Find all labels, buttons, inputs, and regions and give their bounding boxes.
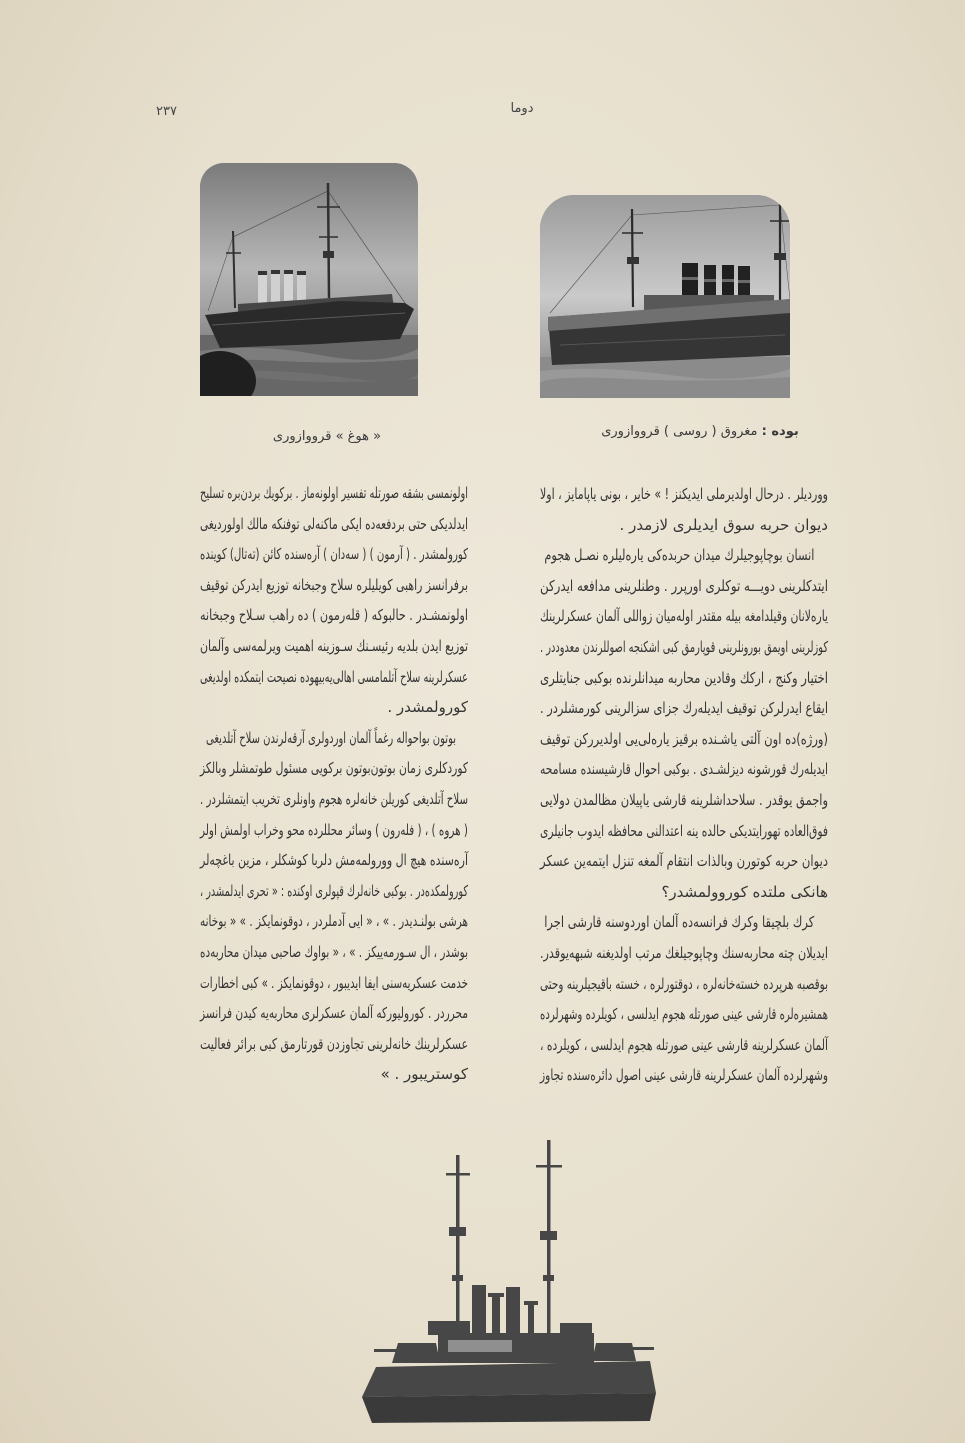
text-line: سلاح آتلدیغی کوریلن خانه‌لره هجوم واونلری تخریب ایتمشلردر . — [199, 789, 468, 808]
page-number: ٢٣٧ — [156, 104, 177, 119]
text-line: کوردکلری زمان بوتون‌بوتون برکویی مسئول طوتمشلر وبالکز — [200, 759, 468, 778]
text-line: ایدیله‌رك قورشونه دیزلشـدی . بوکبی احوال قارشیسنده مسامحه — [540, 760, 828, 779]
text-line: کوستریبور . » — [380, 1065, 468, 1084]
text-line: ایدیلان چته محاربه‌سنك وچاپوجیلغك مرتب اولدیغنه شبهه‌یوقدر. — [540, 943, 828, 962]
battleship-silhouette-illustration — [360, 1135, 660, 1425]
photo-hogue-cruiser-image — [200, 163, 418, 396]
text-line: بوشدر ، ال سـورمه‌ییکز . » ، « بواوك صاحبی میدان محاربه‌ده — [200, 942, 469, 961]
text-column-left — [200, 478, 468, 1090]
text-line: کورولمکده‌در . بوکبی خانه‌لرك قپولری اوکنده : « تحری ایدلمشدر ، — [200, 881, 469, 900]
photo-hogue-cruiser — [200, 163, 418, 396]
text-line: برفرانسز راهبی کویلیلره سلاح وجبخانه توزیع ایدرکن توقیف — [199, 575, 468, 594]
text-line: کوزلرینی اویمق بورونلرینی قوپارمق کبی اشکنجه اصوللرندن معدوددر . — [539, 637, 828, 656]
text-line: واجمق یوقدر . سلاحداشلرینه قارشی یاپیلان مظالمدن دولایی — [539, 790, 828, 809]
text-line: آره‌سنده هیچ ال وورولمه‌مش دلربا کوشکلر ، مزین باغچه‌لر — [200, 851, 468, 870]
figure-caption-right-text: مغروق ( روسی ) قرووازوری — [601, 424, 758, 439]
text-line: انسان بوچاپوجیلرك میدان حربده‌کی یاره‌لیلره نصـل هجوم — [544, 546, 815, 565]
text-line: کرك بلچیقا وکرك فرانسه‌ده آلمان اوردوسنه قارشی اجرا — [544, 913, 815, 932]
text-line: ووردیلر . درحال اولدیرملی ایدیکنز ! » خایر ، بونی یاپامایز ، اولا — [540, 485, 828, 503]
text-line: یاره‌لانان وقیلدامغه بیله مقتدر اوله‌میان زواللی آلمان عسکرلرینك — [540, 607, 828, 626]
text-line: وشهرلرده آلمان عسکرلرینه قارشی عینی اصول دائره‌سنده تجاوز — [540, 1066, 828, 1085]
text-line: محرردر . کورولیورکه آلمان عسکرلری محاربه‌یه کیدن فرانسز — [200, 1004, 468, 1023]
photo-sunk-russian-cruiser-image — [540, 195, 790, 398]
text-line: همشیره‌لره قارشی عینی صورتله هجوم ایدلسی ، کویلرده وشهرلرده — [540, 1005, 828, 1024]
text-line: آلمان عسکرلرینه قارشی عینی صورتله هجوم ایدلسی ، کویلرده ، — [540, 1035, 828, 1054]
text-line: اختیار وکنج ، ارکك وقادین محاربه میدانلرنده بوکبی جنایتلری — [540, 668, 828, 687]
text-line: اولونمسی بشقه صورتله تفسیر اولونه‌ماز . برکویك بردن‌بره تسلیح — [199, 484, 468, 502]
text-line: ( هروه ) ، ( فله‌رون ) وسائر محللرده محو وخراب اولمش اولر — [200, 820, 468, 839]
text-line: توزیع ایدن بلدیه رئیسـنك سـوزینه اهمیت ویرلمه‌سی وآلمان — [199, 636, 468, 655]
text-line: ایقاع ایدرلرکن توقیف ایدیله‌رك جزای سزالرینی کورمشلردر . — [539, 699, 828, 718]
text-line: عسکرلرینه سلاح آتلمامسی اهالی‌یه‌بیهوده نصیحت ایتمکده اولدیغی — [200, 667, 468, 686]
figure-caption-right-label: بوده : — [761, 424, 799, 439]
text-line: ایتدکلرینی دویـــه توکلری اورپرر . وطنلرینی مدافعه ایدرکن — [540, 576, 828, 595]
text-line: هرشی بولنـدیدر . » ، « ایی آدملردر ، دوقونمایکز . » « بوخانه — [199, 912, 468, 931]
text-line: فوق‌العاده تهورایتدیکی حالده ینه اعتدالنی محافظه ایدوب جانیلری — [539, 821, 828, 840]
figure-caption-right — [590, 423, 810, 441]
text-line: خدمت عسکریه‌سنی ایفا ایدیبور ، دوقونمایکز . » کبی اخطارات — [200, 973, 469, 992]
text-line: اولونمشـدر . حالبوکه ( قله‌رمون ) ده راهب سـلاح وجبخانه — [199, 606, 468, 625]
text-line: کورولمشدر . — [387, 698, 468, 717]
text-line: بوتون بواحواله رغماً آلمان اوردولری آرقه‌لرندن سلاح آتلدیغی — [206, 728, 457, 747]
figure-caption-left: « هوغ » قرووازوری — [272, 429, 382, 444]
text-line: دیوان حربه سوق ایدیلری لازمدر . — [619, 515, 828, 534]
text-line: ایدلدیکی حتی بردفعه‌ده ایکی ماکنه‌لی توفنکه مالك اولوردیغی — [200, 514, 468, 533]
running-title: دوما — [510, 101, 534, 116]
photo-sunk-russian-cruiser — [540, 195, 790, 398]
text-line: بوقصبه هرپرده خسته‌خانه‌لره ، دوقتورلره ، خسته باقیجیلرینه وحتی — [539, 974, 828, 993]
text-line: کورولمشدر . ( آرمون ) ( سه‌دان ) آره‌سنده کائن (ته‌تال) کوینده — [199, 545, 468, 564]
text-line: دیوان حربه کوتورن وبالذات انتقام آلمغه تنزل ایتمه‌ین عسکر — [539, 852, 828, 871]
text-line: هانکی ملتده کوروولمشدر؟ — [661, 882, 828, 901]
text-line: عسکرلرینك خانه‌لرینی تجاوزدن قورتارمق کبی برائر فعالیت — [200, 1034, 469, 1053]
text-column-right — [540, 479, 828, 1091]
text-line: (ورژه)ده اون آلتی یاشـنده برقیز یاره‌لی‌یی اولدیررکن توقیف — [540, 729, 828, 748]
